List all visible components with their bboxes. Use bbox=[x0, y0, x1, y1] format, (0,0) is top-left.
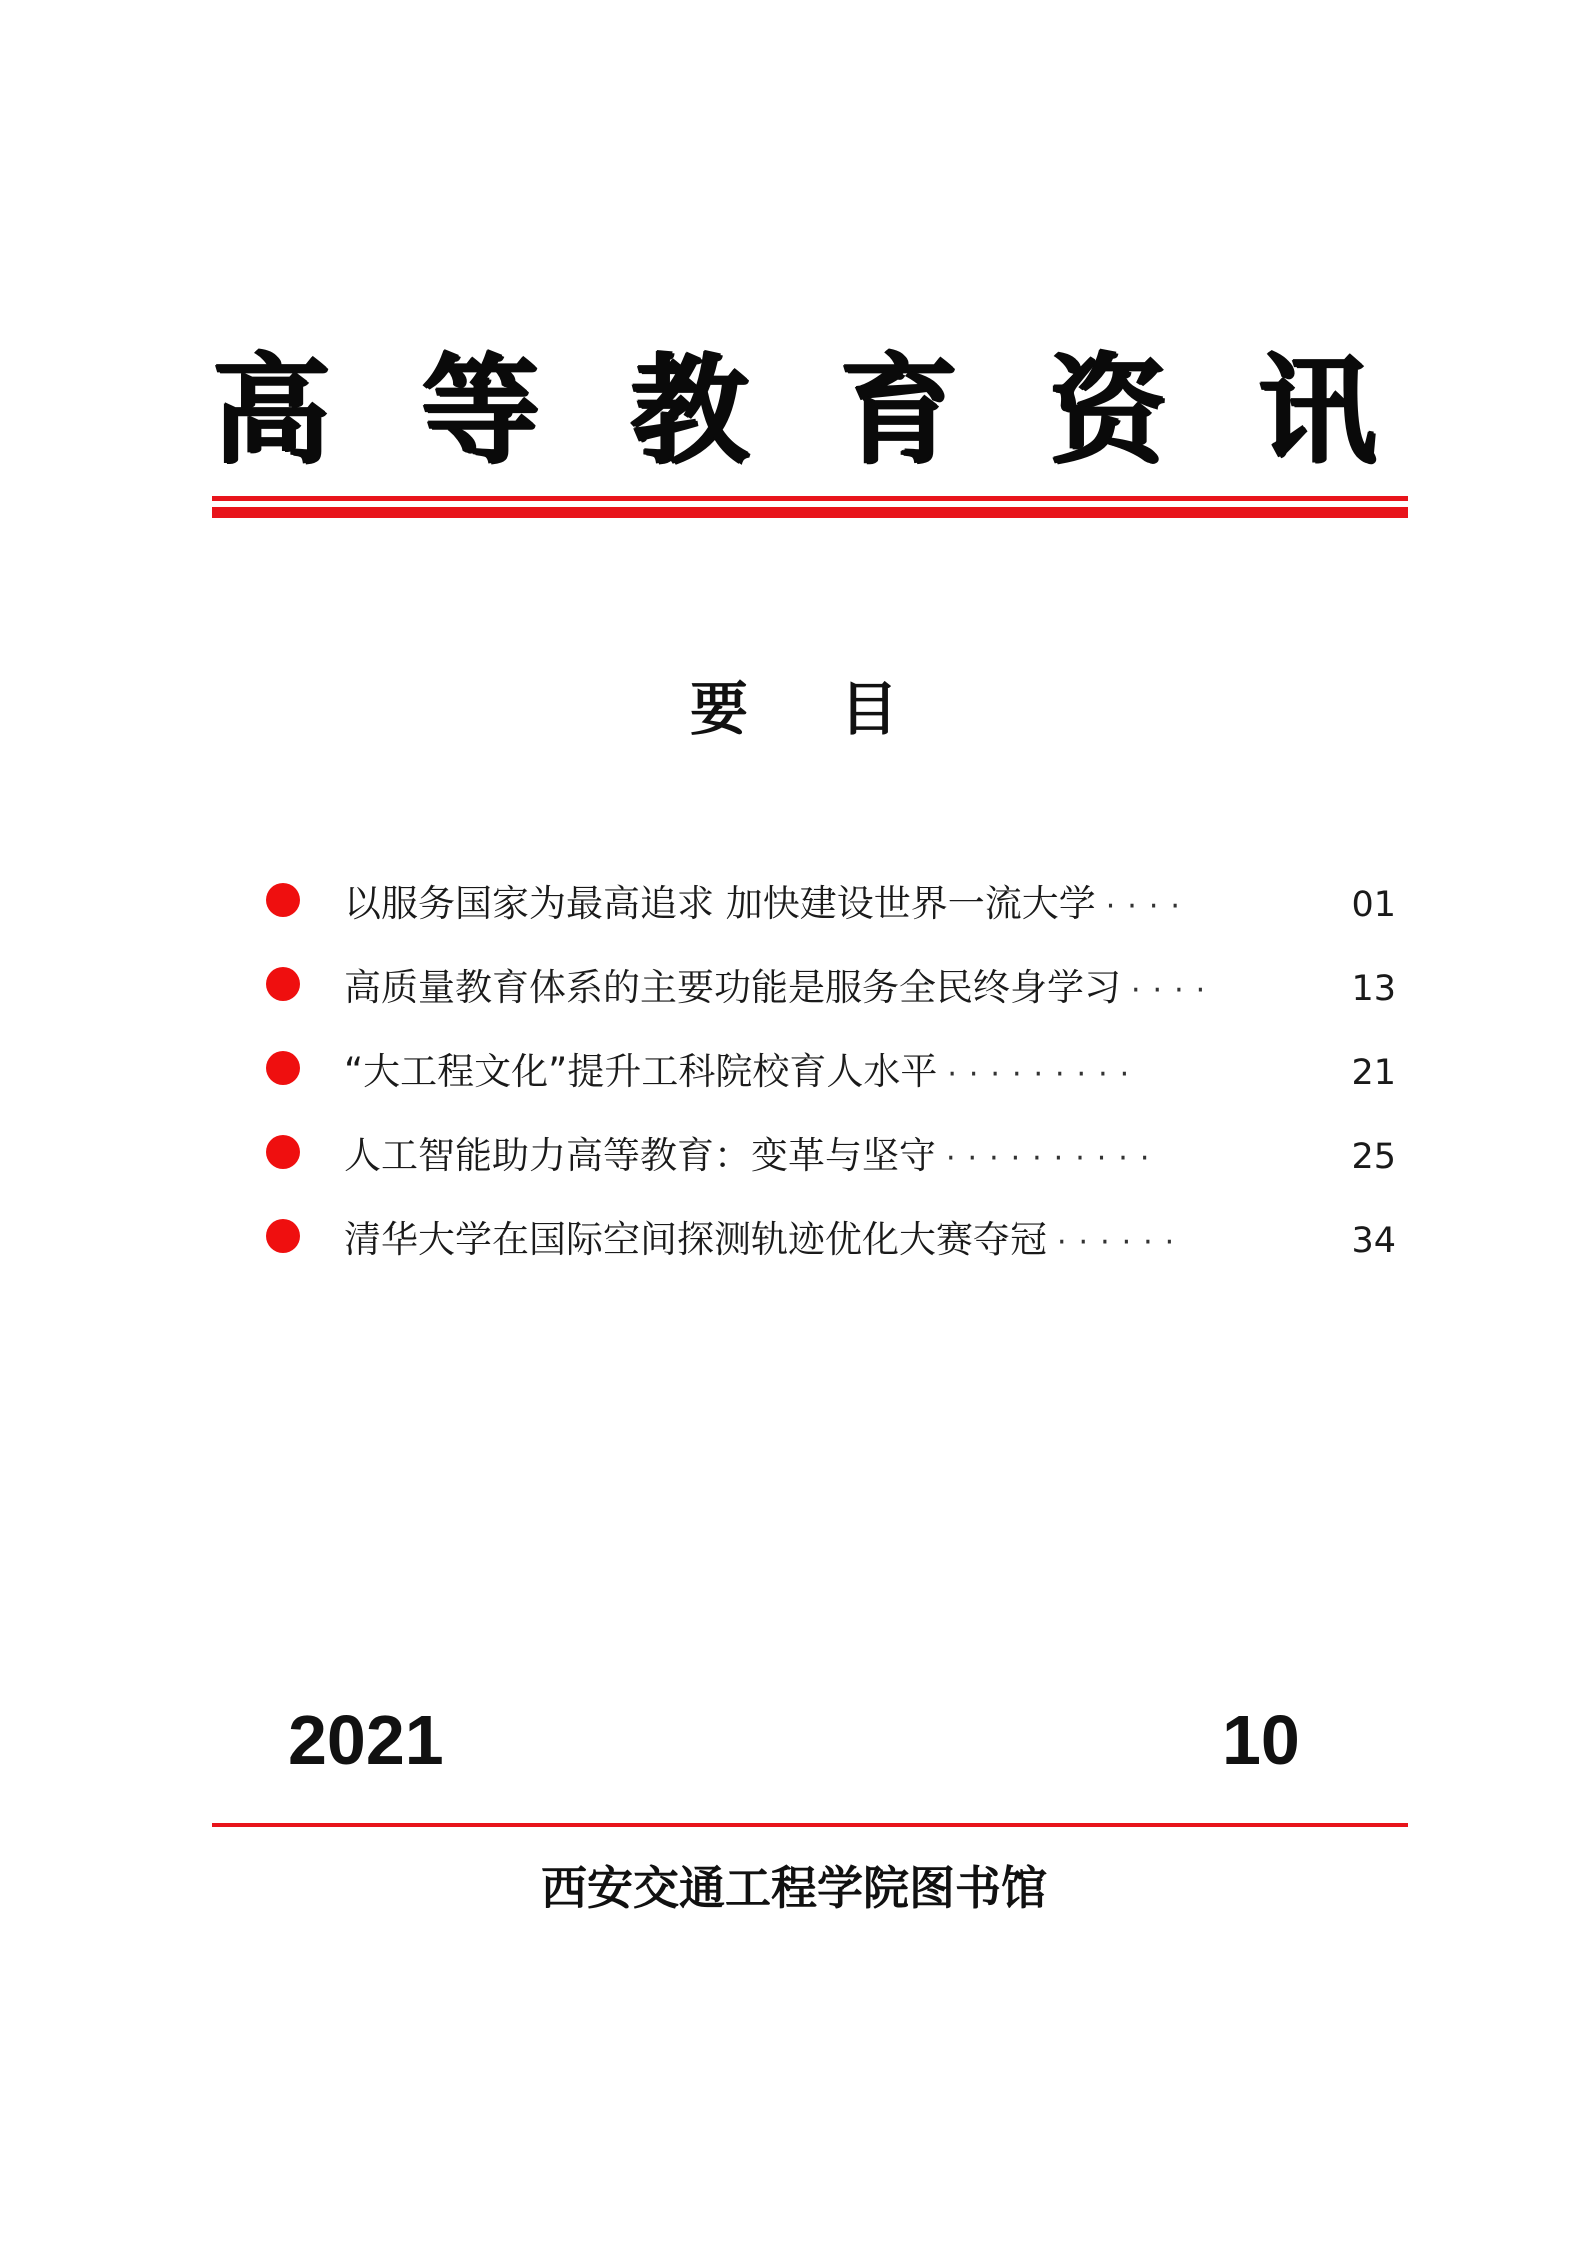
toc-title: “大工程文化”提升工科院校育人水平 bbox=[344, 1050, 938, 1093]
toc-item[interactable] bbox=[266, 1026, 1396, 1110]
toc-item[interactable] bbox=[266, 1194, 1396, 1278]
toc-entry bbox=[344, 1125, 1396, 1179]
masthead-char: 讯 bbox=[1257, 340, 1376, 479]
bullet-dot-icon bbox=[266, 1219, 300, 1253]
toc-title: 高质量教育体系的主要功能是服务全民终身学习 bbox=[344, 966, 1121, 1009]
toc-page-number: 13 bbox=[1351, 969, 1396, 1009]
toc-leader-dots: ········· bbox=[947, 1057, 1142, 1092]
toc-title: 清华大学在国际空间探测轨迹优化大赛夺冠 bbox=[344, 1218, 1047, 1261]
issue-year: 2021 bbox=[288, 1701, 444, 1779]
masthead-char: 资 bbox=[1048, 340, 1167, 479]
masthead-char: 等 bbox=[421, 340, 540, 479]
masthead-rule-thick bbox=[212, 507, 1408, 518]
toc-entry bbox=[344, 957, 1396, 1011]
table-of-contents bbox=[266, 858, 1396, 1278]
bullet-dot-icon bbox=[266, 967, 300, 1001]
toc-leader-dots: ···· bbox=[1131, 973, 1218, 1008]
toc-page-number: 21 bbox=[1351, 1053, 1396, 1093]
masthead-char: 高 bbox=[212, 340, 331, 479]
masthead-char: 教 bbox=[630, 340, 749, 479]
toc-page-number: 01 bbox=[1351, 885, 1396, 925]
toc-entry bbox=[344, 873, 1396, 927]
toc-title: 人工智能助力高等教育：变革与坚守 bbox=[344, 1134, 936, 1177]
toc-leader-dots: ·········· bbox=[946, 1141, 1162, 1176]
toc-leader-dots: ······ bbox=[1057, 1225, 1187, 1260]
issue-number: 10 bbox=[1222, 1701, 1300, 1779]
toc-heading: 要目 bbox=[689, 675, 990, 743]
toc-page-number: 34 bbox=[1351, 1221, 1396, 1261]
toc-entry bbox=[344, 1209, 1396, 1263]
bullet-dot-icon bbox=[266, 883, 300, 917]
bullet-dot-icon bbox=[266, 1135, 300, 1169]
toc-item[interactable] bbox=[266, 858, 1396, 942]
publisher-name: 西安交通工程学院图书馆 bbox=[541, 1861, 1047, 1915]
masthead-title bbox=[212, 330, 1376, 490]
toc-leader-dots: ···· bbox=[1105, 889, 1192, 924]
footer-rule bbox=[212, 1823, 1408, 1827]
masthead-char: 育 bbox=[839, 340, 958, 479]
toc-item[interactable] bbox=[266, 1110, 1396, 1194]
toc-title: 以服务国家为最高追求 加快建设世界一流大学 bbox=[344, 882, 1096, 925]
masthead-rule-thin bbox=[212, 496, 1408, 501]
toc-entry bbox=[344, 1041, 1396, 1095]
toc-item[interactable] bbox=[266, 942, 1396, 1026]
bullet-dot-icon bbox=[266, 1051, 300, 1085]
toc-page-number: 25 bbox=[1351, 1137, 1396, 1177]
